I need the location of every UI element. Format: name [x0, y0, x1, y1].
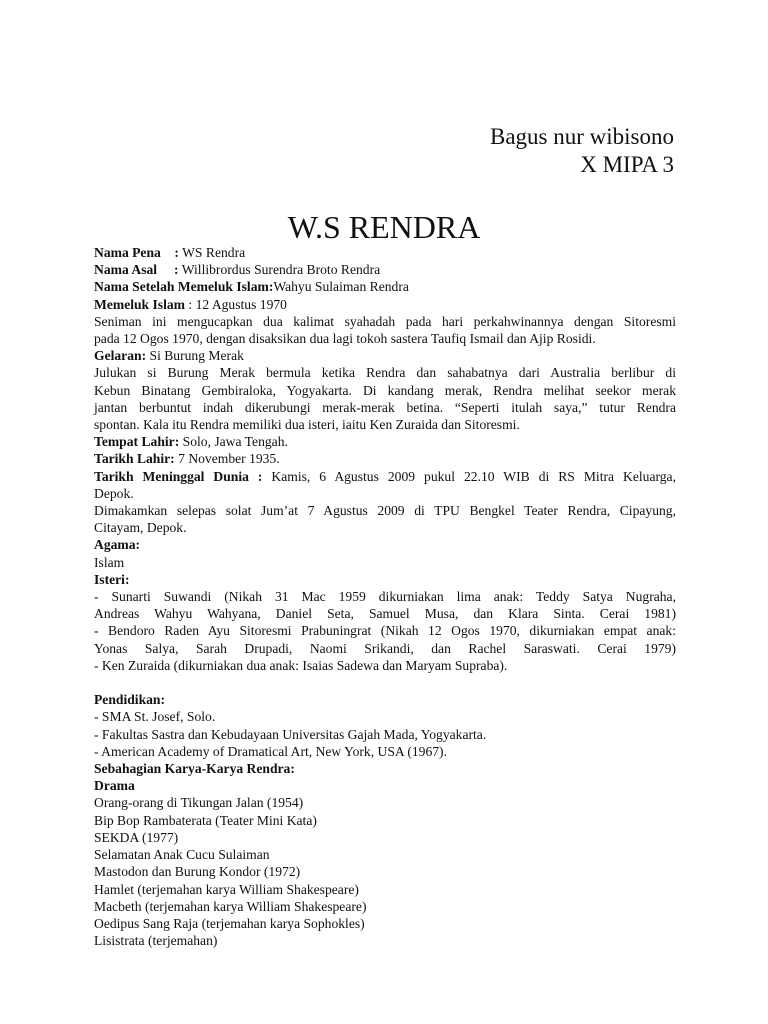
author-class: X MIPA 3 — [580, 152, 674, 177]
drama-label-text: Drama — [94, 778, 135, 794]
nama-setelah-value: Wahyu Sulaiman Rendra — [273, 279, 409, 295]
memeluk-value: : 12 Agustus 1970 — [185, 296, 287, 312]
meninggal-line — [94, 468, 676, 485]
drama-item: Bip Bop Rambaterata (Teater Mini Kata) — [94, 812, 317, 828]
document-title: W.S RENDRA — [287, 209, 481, 245]
nama-pena-value: WS Rendra — [178, 245, 246, 260]
document-body — [94, 244, 676, 949]
dimakamkan-line-1: Dimakamkan selepas solat Jum’at 7 Agustus 2009 di TPU Bengkel Teater Rendra, Cipayung, — [94, 503, 676, 519]
gelaran-desc-2: Kebun Binatang Gembiraloka, Yogyakarta. Di kandang merak, Rendra melihat seekor merak — [94, 382, 676, 398]
tarikh-lahir-line — [94, 450, 676, 467]
pendidikan-item: - Fakultas Sastra dan Kebudayaan Universitas Gajah Mada, Yogyakarta. — [94, 726, 487, 742]
drama-item: Oedipus Sang Raja (terjemahan karya Sophokles) — [94, 915, 365, 931]
nama-pena-line — [94, 244, 676, 261]
drama-item: Macbeth (terjemahan karya William Shakespeare) — [94, 898, 367, 914]
isteri-label-text: Isteri: — [94, 571, 130, 587]
tempat-lahir-label: Tempat Lahir: — [94, 434, 180, 450]
isteri-1-line-2: Andreas Wahyu Wahyana, Daniel Seta, Samuel Musa, dan Klara Sinta. Cerai 1981) — [94, 606, 676, 622]
nama-asal-value: Willibrordus Surendra Broto Rendra — [178, 262, 381, 278]
agama-label-text: Agama: — [94, 537, 141, 553]
memeluk-desc-2: pada 12 Ogos 1970, dengan disaksikan dua lagi tokoh sastera Taufiq Ismail dan Ajip Rosidi. — [94, 331, 596, 347]
gelaran-desc-1: Julukan si Burung Merak bermula ketika Rendra dan sahabatnya dari Australia berlibur di — [94, 365, 676, 381]
nama-setelah-label: Nama Setelah Memeluk Islam: — [94, 279, 274, 295]
pendidikan-label-text: Pendidikan: — [94, 692, 166, 708]
nama-asal-line — [94, 261, 676, 278]
meninggal-label: Tarikh Meninggal Dunia : — [94, 468, 263, 484]
gelaran-desc-3: jantan berbuntut indah dikerubungi merak-merak betina. “Seperti itulah saya,” tutur Rendra — [94, 399, 676, 415]
gelaran-value: Si Burung Merak — [146, 348, 244, 364]
tempat-lahir-value: Solo, Jawa Tengah. — [179, 434, 288, 450]
author-block — [490, 123, 674, 179]
drama-item: Hamlet (terjemahan karya William Shakespeare) — [94, 881, 359, 897]
tarikh-lahir-label: Tarikh Lahir: — [94, 451, 175, 467]
memeluk-label: Memeluk Islam — [94, 296, 185, 312]
drama-item: Selamatan Anak Cucu Sulaiman — [94, 847, 270, 863]
blank-line — [94, 674, 676, 691]
tempat-lahir-line — [94, 433, 676, 450]
tarikh-lahir-value: 7 November 1935. — [174, 451, 280, 467]
agama-value: Islam — [94, 554, 125, 570]
memeluk-line — [94, 296, 676, 313]
memeluk-desc-1: Seniman ini mengucapkan dua kalimat syahadah pada hari perkahwinannya dengan Sitoresmi — [94, 313, 676, 329]
drama-item: SEKDA (1977) — [94, 829, 179, 845]
pendidikan-item: - SMA St. Josef, Solo. — [94, 709, 216, 725]
nama-asal-label: Nama Asal : — [94, 262, 179, 278]
karya-label — [94, 760, 676, 777]
nama-pena-label: Nama Pena : — [94, 245, 179, 260]
nama-setelah-line — [94, 278, 676, 295]
drama-item: Mastodon dan Burung Kondor (1972) — [94, 864, 301, 880]
gelaran-desc-4: spontan. Kala itu Rendra memiliki dua isteri, iaitu Ken Zuraida dan Sitoresmi. — [94, 417, 520, 433]
karya-label-text: Sebahagian Karya-Karya Rendra: — [94, 761, 295, 777]
meninggal-value: Kamis, 6 Agustus 2009 pukul 22.10 WIB di RS Mitra Keluarga, — [262, 468, 676, 484]
drama-label — [94, 777, 676, 794]
dimakamkan-line-2: Citayam, Depok. — [94, 520, 187, 536]
author-name: Bagus nur wibisono — [490, 124, 674, 149]
pendidikan-item: - American Academy of Dramatical Art, New York, USA (1967). — [94, 743, 447, 759]
drama-item: Lisistrata (terjemahan) — [94, 933, 218, 949]
agama-label — [94, 536, 676, 553]
isteri-2-line-2: Yonas Salya, Sarah Drupadi, Naomi Srikandi, dan Rachel Saraswati. Cerai 1979) — [94, 640, 676, 656]
isteri-2-line-1: - Bendoro Raden Ayu Sitoresmi Prabuningrat (Nikah 12 Ogos 1970, dikurniakan empat anak: — [94, 623, 676, 639]
isteri-3-line: - Ken Zuraida (dikurniakan dua anak: Isaias Sadewa dan Maryam Supraba). — [94, 657, 508, 673]
meninggal-line-2: Depok. — [94, 485, 134, 501]
drama-item: Orang-orang di Tikungan Jalan (1954) — [94, 795, 304, 811]
isteri-1-line-1: - Sunarti Suwandi (Nikah 31 Mac 1959 dikurniakan lima anak: Teddy Satya Nugraha, — [94, 589, 676, 605]
pendidikan-label — [94, 691, 676, 708]
isteri-label — [94, 571, 676, 588]
gelaran-line — [94, 347, 676, 364]
gelaran-label: Gelaran: — [94, 348, 147, 364]
